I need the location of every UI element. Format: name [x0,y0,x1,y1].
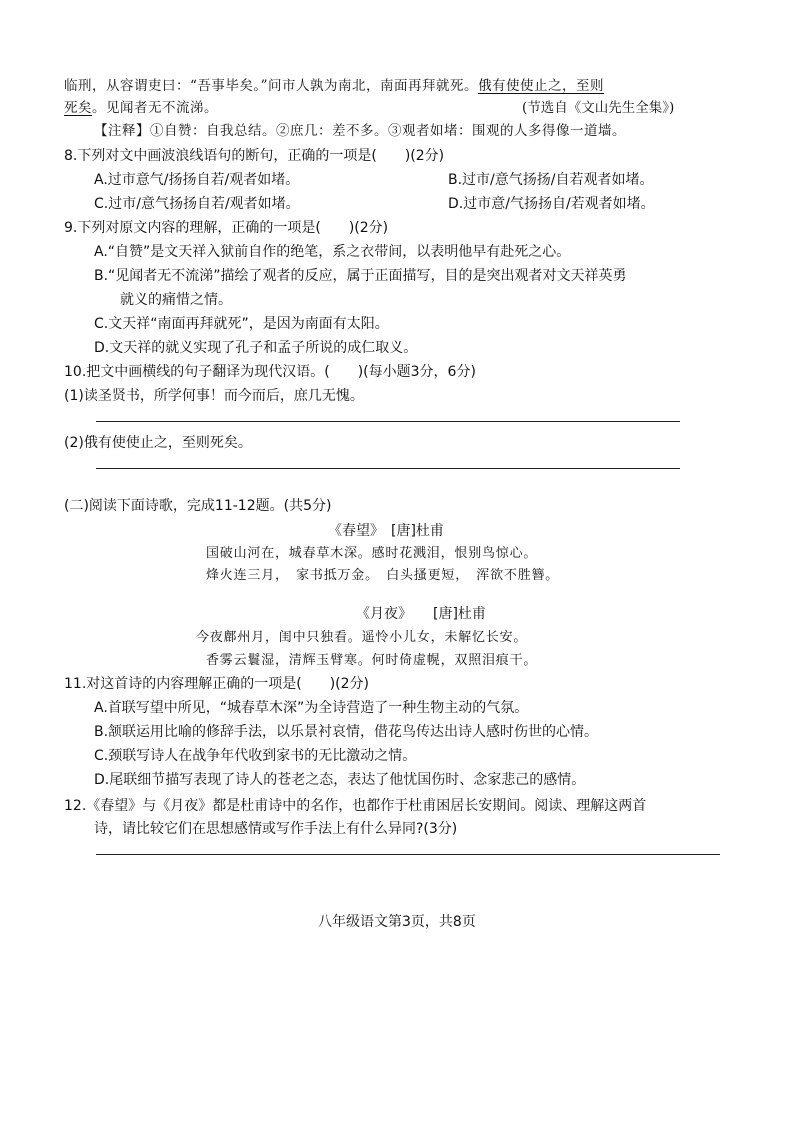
passage-line-2 [64,98,218,118]
q11-option-c: C.颈联写诗人在战争年代收到家书的无比激动之情。 [94,748,417,764]
passage-note: 【注释】①自赞：自我总结。②庶几：差不多。③观者如堵：围观的人多得像一道墙。 [94,123,626,139]
section2-heading: (二)阅读下面诗歌，完成11-12题。(共5分) [64,498,332,514]
q10-sentence-1: (1)读圣贤书，所学何事！而今而后，庶几无愧。 [64,388,364,404]
q12-line-2: 诗，请比较它们在思想感情或写作手法上有什么异同?(3分) [94,821,458,837]
q9-option-c: C.文天祥“南面再拜就死”，是因为南面有太阳。 [94,316,389,332]
poem1-title: 《春望》 [唐]杜甫 [328,523,444,539]
passage-line-1-text: 临刑，从容谓吏曰：“吾事毕矣。”问市人孰为南北，南面再拜就死。 [64,78,479,94]
passage-line-2-text: 。见闻者无不流涕。 [92,100,218,116]
q8-option-a: A.过市意气/扬扬自若/观者如堵。 [94,172,300,188]
poem2-line-2: 香雾云鬟湿，清辉玉臂寒。何时倚虚幌，双照泪痕干。 [206,653,538,668]
poem2-title: 《月夜》 [唐]杜甫 [356,606,486,622]
underlined-sentence-2b: 死矣 [64,100,92,116]
answer-line-2[interactable] [96,468,680,469]
q8-option-b: B.过市/意气扬扬/自若观者如堵。 [448,172,654,188]
q9-stem: 9.下列对原文内容的理解，正确的一项是( )(2分) [64,220,389,236]
poem1-line-1: 国破山河在，城春草木深。感时花溅泪，恨别鸟惊心。 [206,546,538,561]
underlined-sentence-2a: 俄有使使止之，至则 [478,78,605,94]
q11-option-b: B.颔联运用比喻的修辞手法，以乐景衬哀情，借花鸟传达出诗人感时伤世的心情。 [94,724,599,740]
answer-line-1[interactable] [96,421,680,422]
q9-option-a: A.“自赞”是文天祥入狱前自作的绝笔，系之衣带间，以表明他早有赴死之心。 [94,244,571,260]
q9-option-d: D.文天祥的就义实现了孔子和孟子所说的成仁取义。 [94,340,418,356]
q8-option-c: C.过市/意气扬扬自若/观者如堵。 [94,196,300,212]
q10-stem: 10.把文中画横线的句子翻译为现代汉语。( )(每小题3分，6分) [64,364,476,380]
passage-line-1 [64,76,604,96]
poem1-line-2: 烽火连三月， 家书抵万金。 白头搔更短， 浑欲不胜簪。 [206,568,560,583]
q8-stem: 8.下列对文中画波浪线语句的断句，正确的一项是( )(2分) [64,148,445,164]
passage-source: (节选自《文山先生全集》) [522,100,675,116]
q9-option-b-line2: 就义的痛惜之情。 [120,292,232,308]
q10-sentence-2: (2)俄有使使止之，至则死矣。 [64,435,252,451]
q11-option-d: D.尾联细节描写表现了诗人的苍老之态，表达了他忧国伤时、念家悲己的感情。 [94,772,586,788]
answer-line-3[interactable] [96,854,720,855]
q9-option-b-line1: B.“见闻者无不流涕”描绘了观者的反应，属于正面描写，目的是突出观者对文天祥英勇 [94,268,627,284]
page-footer: 八年级语文第3页，共8页 [318,914,476,930]
q8-option-d: D.过市意/气扬扬自/若观者如堵。 [448,196,655,212]
poem2-line-1: 今夜鄜州月，闺中只独看。遥怜小儿女，未解忆长安。 [196,630,528,645]
q11-option-a: A.首联写望中所见，“城春草木深”为全诗营造了一种生物主动的气氛。 [94,700,529,716]
q12-line-1: 12.《春望》与《月夜》都是杜甫诗中的名作，也都作于杜甫困居长安期间。阅读、理解这两首 [64,798,647,814]
q11-stem: 11.对这首诗的内容理解正确的一项是( )(2分) [64,676,370,692]
